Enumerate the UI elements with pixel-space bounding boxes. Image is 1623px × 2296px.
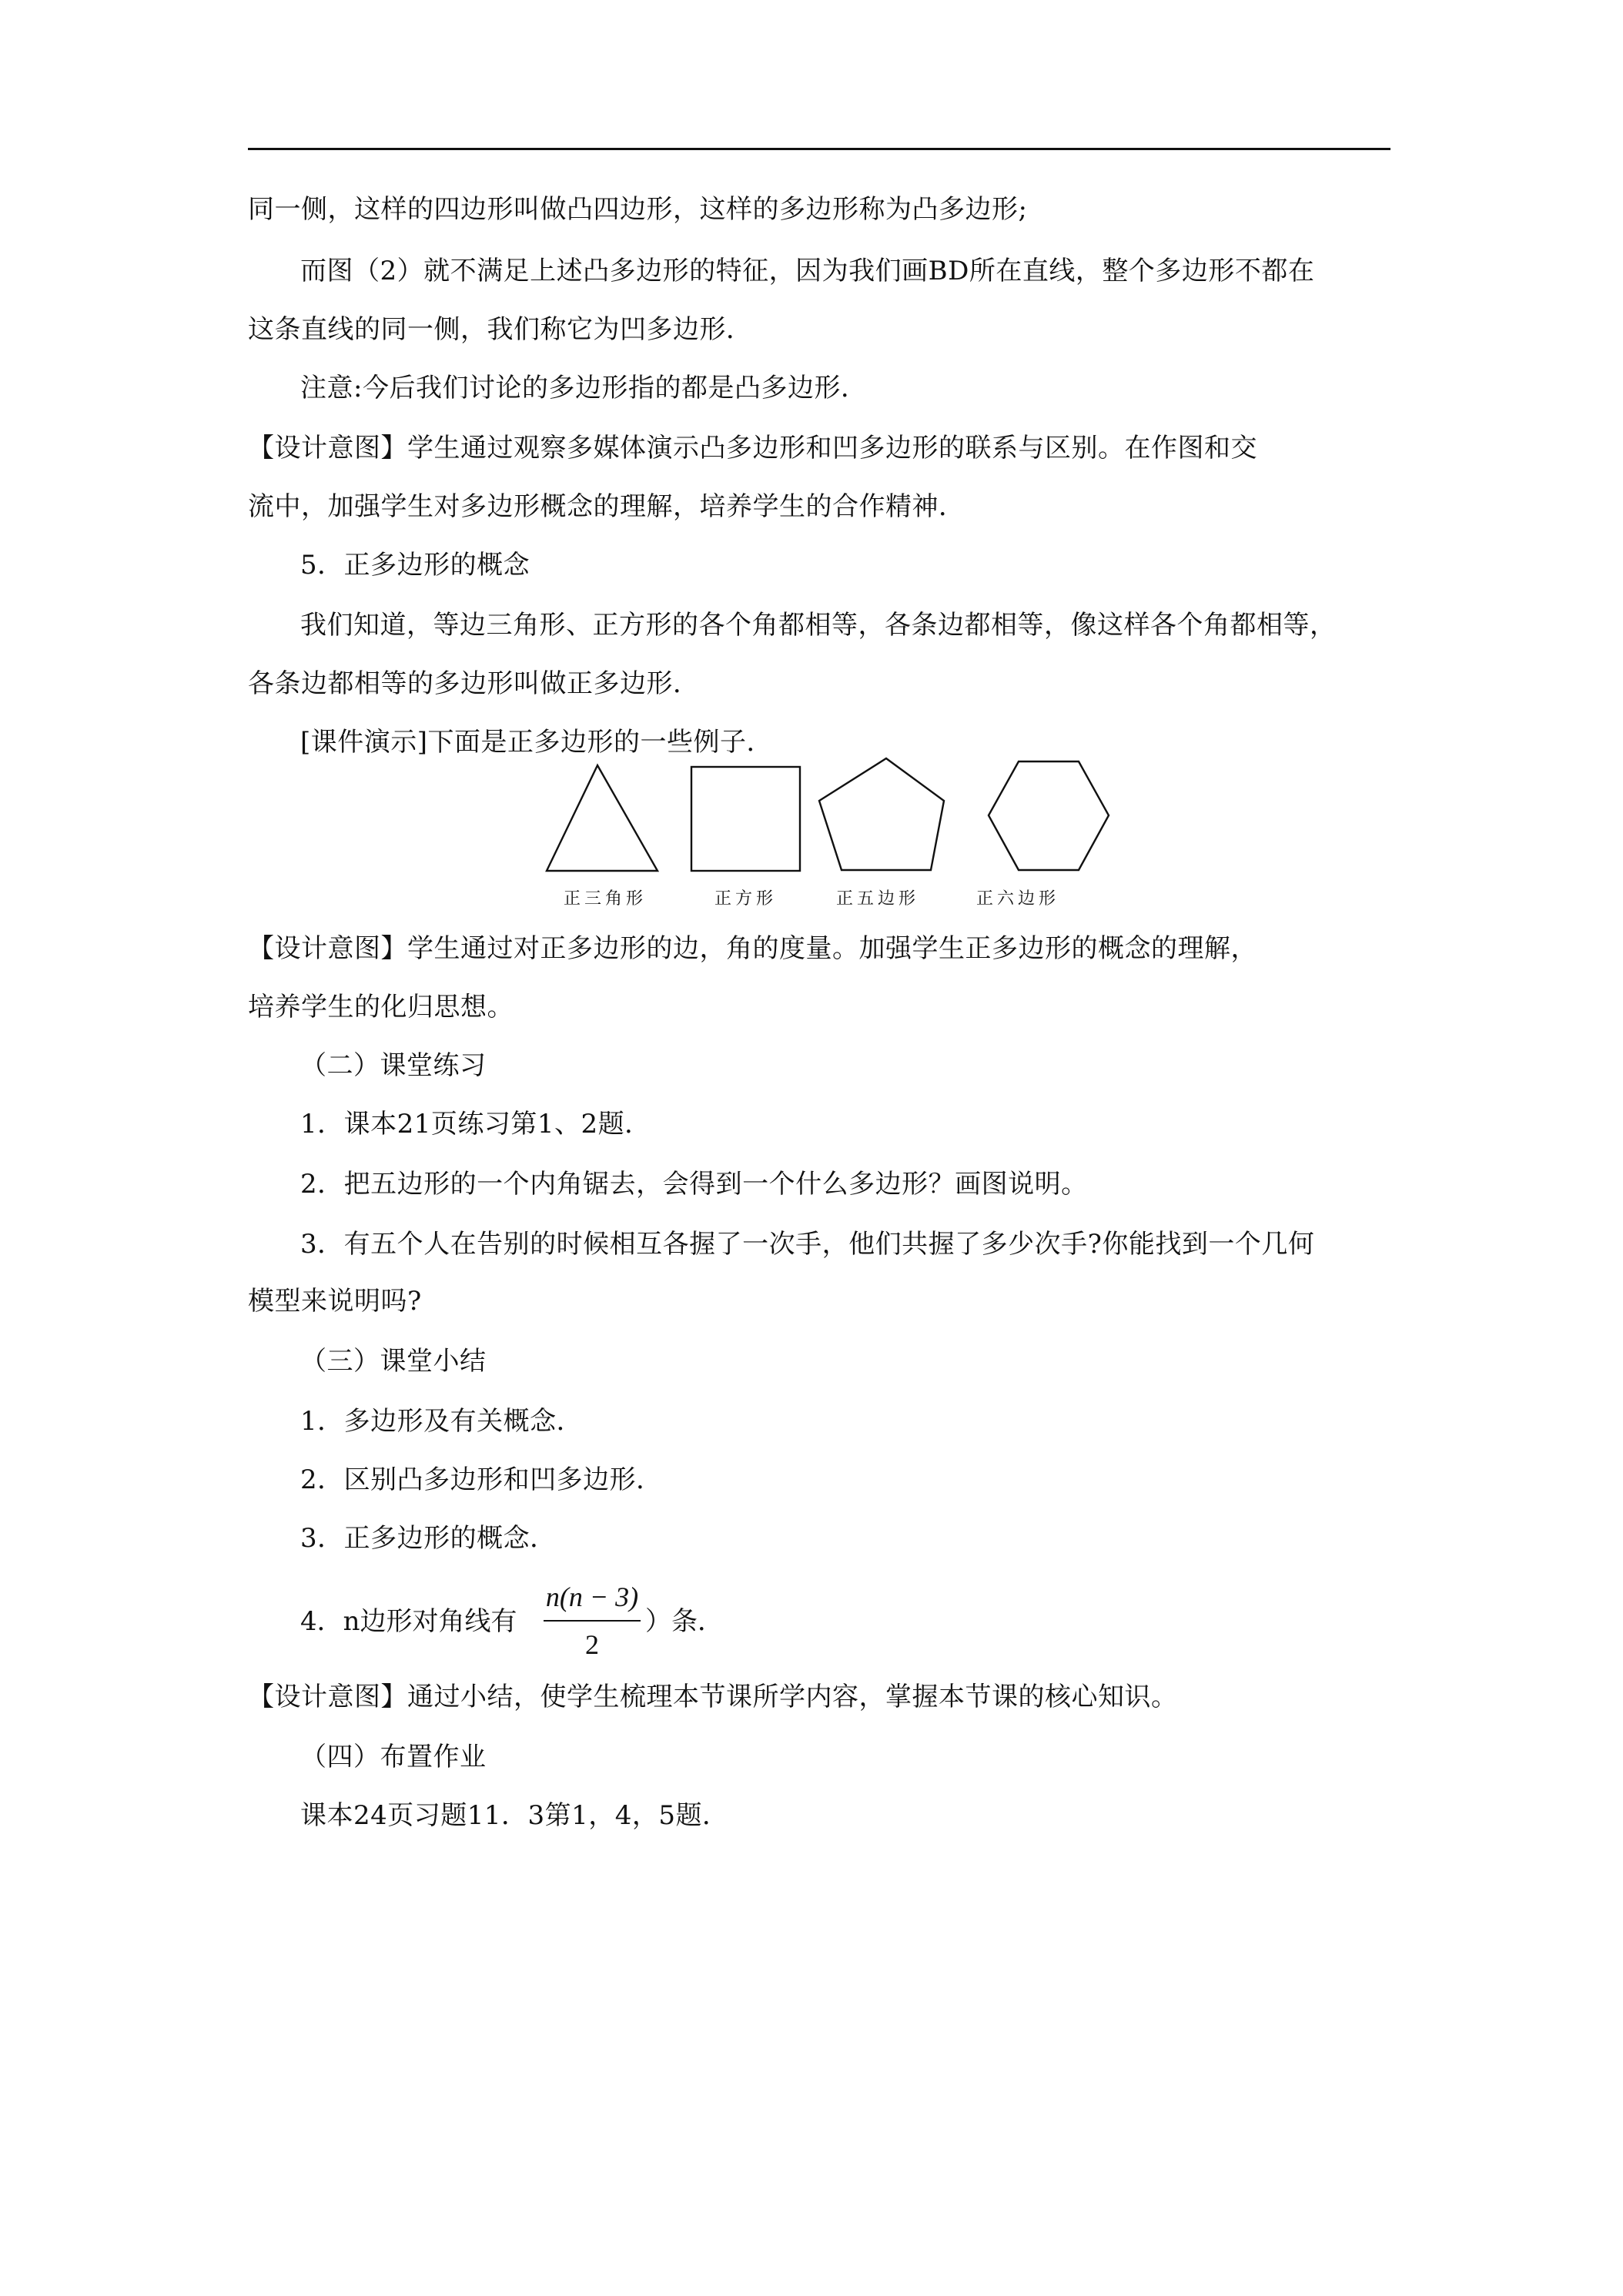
section-heading-practice: （二）课堂练习	[300, 1050, 487, 1081]
square-shape	[691, 767, 800, 871]
practice-item-2: 2．把五边形的一个内角锯去，会得到一个什么多边形？画图说明。	[300, 1169, 1088, 1200]
design-intent-1-line-1: 【设计意图】学生通过观察多媒体演示凸多边形和凹多边形的联系与区别。在作图和交	[248, 433, 1257, 464]
definition-line-2: 各条边都相等的多边形叫做正多边形．	[248, 668, 700, 699]
regular-triangle-shape	[547, 765, 658, 871]
summary-item-3: 3．正多边形的概念．	[300, 1523, 557, 1554]
diagonal-count-fraction	[544, 1580, 641, 1666]
caption-square: 正方形	[714, 889, 778, 909]
regular-hexagon-shape	[989, 761, 1109, 870]
section-heading-regular-polygon: 5．正多边形的概念	[300, 550, 530, 581]
fraction-denominator: 2	[585, 1629, 599, 1660]
caption-hexagon: 正六边形	[976, 889, 1060, 909]
definition-line-1: 我们知道，等边三角形、正方形的各个角都相等，各条边都相等，像这样各个角都相等，	[300, 610, 1337, 641]
design-intent-2-line-2: 培养学生的化归思想。	[248, 992, 514, 1022]
section-heading-summary: （三）课堂小结	[300, 1346, 487, 1377]
homework-item: 课本24页习题11．3第1，4，5题．	[300, 1800, 729, 1831]
text-line-3: 这条直线的同一侧，我们称它为凹多边形．	[248, 314, 753, 345]
caption-triangle: 正三角形	[564, 889, 648, 909]
courseware-demo-line: [课件演示]下面是正多边形的一些例子．	[300, 727, 774, 758]
design-intent-1-line-2: 流中，加强学生对多边形概念的理解，培养学生的合作精神．	[248, 491, 965, 522]
design-intent-3: 【设计意图】通过小结，使学生梳理本节课所学内容，掌握本节课的核心知识。	[248, 1682, 1178, 1712]
fraction-numerator: n(n − 3)	[545, 1581, 639, 1612]
regular-pentagon-shape	[819, 758, 944, 870]
summary-item-1: 1．多边形及有关概念．	[300, 1406, 584, 1437]
summary-item-2: 2．区别凸多边形和凹多边形．	[300, 1464, 663, 1495]
section-heading-homework: （四）布置作业	[300, 1742, 487, 1772]
practice-item-3-line-1: 3．有五个人在告别的时候相互各握了一次手，他们共握了多少次手?你能找到一个几何	[300, 1229, 1315, 1260]
text-line-2: 而图（2）就不满足上述凸多边形的特征，因为我们画BD所在直线，整个多边形不都在	[300, 256, 1315, 286]
note-line: 注意:今后我们讨论的多边形指的都是凸多边形．	[300, 373, 868, 403]
fraction-bar	[544, 1620, 641, 1622]
header-rule	[248, 148, 1390, 150]
practice-item-3-line-2: 模型来说明吗?	[248, 1286, 422, 1317]
regular-polygons-figure	[539, 753, 1093, 916]
caption-pentagon: 正五边形	[836, 889, 920, 909]
text-line-1: 同一侧，这样的四边形叫做凸四边形，这样的多边形称为凸多边形;	[248, 194, 1028, 225]
formula-prefix: 4．n边形对角线有	[300, 1606, 517, 1637]
formula-suffix: ）条．	[645, 1606, 724, 1637]
practice-item-1: 1．课本21页练习第1、2题．	[300, 1109, 651, 1140]
design-intent-2-line-1: 【设计意图】学生通过对正多边形的边，角的度量。加强学生正多边形的概念的理解，	[248, 933, 1257, 964]
